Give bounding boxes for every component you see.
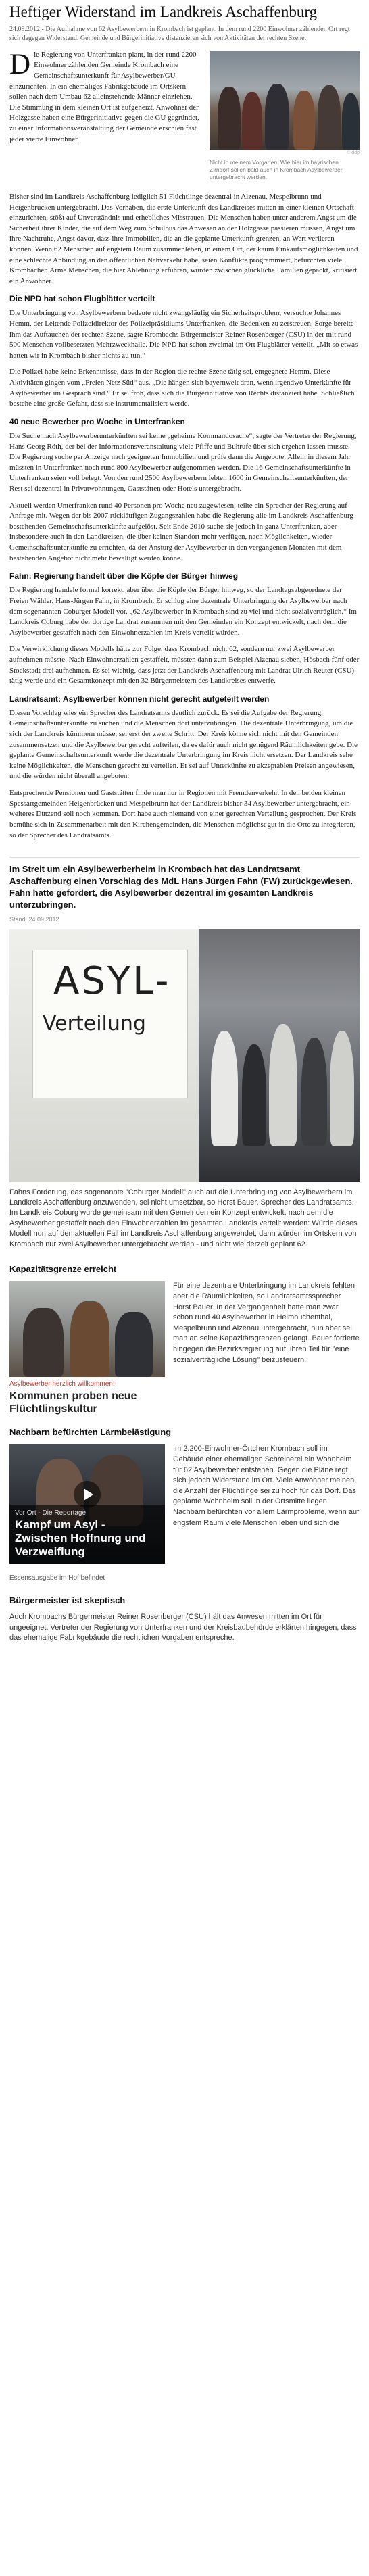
- hero-photo[interactable]: [210, 51, 360, 150]
- subheading: Die NPD hat schon Flugblätter verteilt: [9, 294, 155, 304]
- hero-caption: Nicht in meinem Vorgarten: Wie hier im bayrischen Zirndorf sollen bald auch in Krombach Asylbewerber untergebracht werden.: [210, 158, 343, 180]
- stand-date: Stand: 24.09.2012: [9, 915, 59, 923]
- box1-text: Für eine dezentrale Unterbringung im Landkreis fehlten aber die Räumlichkeiten, so Landratsamtssprecher Horst Bauer. In der Vergangenheit hatte man zwar schon rund 40 Asylbewerber in Heimbuchenthal, Mespelbrunn und Alzenau untergebracht, nun aber sei man an seine Kapazitätsgrenzen gelangt. Bauer forderte hingegen die Bezirksregierung auf, ihren Teil für "eine sozialverträgliche Lösung" beizusteuern.: [173, 1282, 360, 1364]
- poster-text-asyl: ASYL-: [53, 958, 171, 1003]
- paragraph: Die Regierung handele formal korrekt, aber über die Köpfe der Bürger hinweg, so der Landtagsabgeordnete der Freien Wähler, Hans-Jürgen Fahn, in Krombach. Er schlug eine dezentrale Unterbringung der Asylbewerber nach dem sogenannten Coburger Modell vor. „62 Asylbewerber in Krombach sind zu viel und nicht sozialverträglich.“ Im Landkreis Coburg habe der dortige Landrat zusammen mit den Gemeinden ein Konzept entwickelt, nach dem die Asylbewerber gestaffelt nach den Einwohnerzahlen im Kreis verteilt würden.: [9, 586, 357, 637]
- related-article-kicker[interactable]: Asylbewerber herzlich willkommen!: [9, 1380, 115, 1388]
- hero-figure: [210, 51, 360, 181]
- subheading: Landratsamt: Asylbewerber können nicht gerecht aufgeteilt werden: [9, 694, 270, 704]
- paragraph: Entsprechende Pensionen und Gaststätten finde man nur in Regionen mit Fremdenverkehr. In den beiden kleinen Spessartgemeinden Heigenbrücken und Mespelbrunn hat der Landkreis bisher 34 Asylbewerber untergebracht, ein weiteres Dutzend soll noch kommen. Dort habe auch niemand von einer gerechten Verteilung gesprochen. Der Kreis bemühe sich in Zusammenarbeit mit den Kirchengemeinden, die Menschen möglichst gut in die Orte zu integrieren, so der Sprecher des Landratsamts.: [9, 789, 357, 840]
- asyl-poster: [32, 950, 188, 1098]
- drop-cap: D: [9, 49, 31, 80]
- article-lead: 24.09.2012 - Die Aufnahme von 62 Asylbewerbern in Krombach ist geplant. In dem rund 2200 Einwohner zählenden Ort regt sich dagegen Widerstand. Gemeinde und Bürgerinitiative distanzieren sich von Aktivitäten der rechten Szene.: [9, 25, 350, 43]
- paragraph: Bisher sind im Landkreis Aschaffenburg lediglich 51 Flüchtlinge dezentral in Alzenau, Mespelbrunn und Heigenbrücken untergebracht. Das Vorhaben, die erste Unterkunft des Landkreises mitten in einer kleinen Ortschaft einzurichten, stößt auf Unverständnis und erhebliches Misstrauen. Die Menschen haben unter anderem Angst um die Sicherheit ihrer Kinder, die auf dem Weg zum Schulbus das Anwesen an der Holzgasse passieren müssen, Angst um ihre Nachtruhe, Angst davor, dass ihre Immobilien, die an die geplante Unterkunft grenzen, an Wert verlieren können. Wenn 62 Menschen auf engstem Raum zusammenleben, in einem Ort, der kaum Einkaufsmöglichkeiten und eine schlechte Anbindung an den öffentlichen Nahverkehr habe, seien Konflikte programmiert, befürchten viele Krombacher. Arme Menschen, die hier Ablehnung erführen, würden zwischen glückliche Familien gepackt, kritisiert ein Anwohner.: [9, 192, 358, 285]
- box2-text: Im 2.200-Einwohner-Örtchen Krombach soll im Gebäude einer ehemaligen Schreinerei ein Wohnheim für 62 Asylbewerber entstehen. Gegen die Pläne regt sich jedoch Widerstand im Ort. Viele Anwohner meinen, die Anzahl der Flüchtlinge sei zu hoch für das Dorf. Das geplante Wohnheim soll in der Ortsmitte liegen. Nachbarn befürchten vor allem Lärmprobleme, wenn auf engstem Raum viele Menschen leben und sich die: [173, 1444, 360, 1527]
- subheading: 40 neue Bewerber pro Woche in Unterfranken: [9, 416, 185, 427]
- box1: [9, 1281, 360, 1415]
- hero-copyright: © ddp: [347, 150, 360, 155]
- box2-title: Nachbarn befürchten Lärmbelästigung: [9, 1426, 172, 1437]
- video-headline[interactable]: Kampf um Asyl - Zwischen Hoffnung und Verzweiflung: [15, 1518, 146, 1559]
- box1-title: Kapazitätsgrenze erreicht: [9, 1263, 117, 1274]
- related-article-thumbnail[interactable]: [9, 1281, 165, 1377]
- box2-caption: Essensausgabe im Hof befindet: [9, 1574, 105, 1582]
- final-title: Bürgermeister ist skeptisch: [9, 1595, 126, 1605]
- video-kicker: Vor Ort - Die Reportage: [15, 1509, 87, 1517]
- video-overlay: [9, 1505, 165, 1564]
- paragraph: Die Suche nach Asylbewerberunterkünften sei keine „geheime Kommandosache“, sagte der Vertreter der Regierung, Hans Georg Röth, der bei der Informationsveranstaltung viele Pfiffe und Buhrufe über sich ergehen lassen musste. Die Regierung suche per Anzeige nach geeigneten Immobilien und prüfe dann die Angebote. Allein in diesem Jahr müssten in Unterfranken noch rund 800 Asylbewerber aufgenommen werden. Die 16 Gemeinschaftsunterkünfte in Unterfranken seien voll belegt. Von den rund 2500 Asylbewerbern lebten 1600 in Gemeinschaftsunterkünften, der Rest sei dezentral in Privatwohnungen, Gaststätten oder Hotels untergebracht.: [9, 431, 357, 493]
- paragraph: Aktuell werden Unterfranken rund 40 Personen pro Woche neu zugewiesen, teilte ein Sprecher der Regierung auf Anfrage mit. Wegen der bis 2007 rückläufigen Zugangszahlen habe die Regierung alle im Landkreis Aschaffenburg bestehenden Gemeinschaftsunterkünfte aufgelöst. Seit Ende 2010 suche sie jedoch in ganz Unterfranken, aber insbesondere auch in den Landkreisen, die über keinen Standort mehr verfügen, nach Möglichkeiten, wieder Gemeinschaftsunterkünfte zu errichten, da der Ansturg der Asylbewerber in den vergangenen Monaten mit dem bestehenden Angebot nicht mehr bewältigt werden könne.: [9, 501, 353, 562]
- final-paragraph: Auch Krombachs Bürgermeister Reiner Rosenberger (CSU) hält das Anwesen mitten im Ort für ungeeignet. Vertreter der Regierung von Unterfranken und der Kreisbaubehörde erklärten hingegen, dass das ehemalige Fabrikgebäude die rechtlichen Vorgaben entspreche.: [9, 1613, 357, 1643]
- box2: [9, 1444, 360, 1564]
- paragraph: Die Verwirklichung dieses Modells hätte zur Folge, dass Krombach nicht 62, sondern nur zwei Asylbewerber aufnehmen müsste. Nach Einwohnerzahlen gestaffelt, müssten dann zum Beispiel Alzenau sieben, Hösbach fünf oder Stockstadt drei aufnehmen. Es sei wichtig, dass jetzt der Landkreis Aschaffenburg mit Landrat Ulrich Reuter (CSU) tätig werde und ein Gesamtkonzept mit den 32 Bürgermeistern des Landkreises entwerfe.: [9, 645, 360, 685]
- related-article-card[interactable]: [9, 1281, 165, 1415]
- subheading: Fahn: Regierung handelt über die Köpfe der Bürger hinweg: [9, 571, 239, 581]
- article-title: Heftiger Widerstand im Landkreis Aschaffenburg: [9, 3, 318, 20]
- main-photo[interactable]: [9, 929, 360, 1182]
- paragraph: Die Unterbringung von Asylbewerbern bedeute nicht zwangsläufig ein Sicherheitsproblem, versuchte Johannes Hemm, der Leitende Polizeidirektor des Polizeipräsidiums Unterfranken, die Bedenken zu zerstreuen. Sorge bereite ihm das Auftauchen der rechten Szene, sagte Krombachs Bürgermeister Reiner Rosenberger (CSU) in der mit rund 500 Menschen vollbesetzten Mehrzweckhalle. Die NPD hat schon zweimal im Ort Flugblätter verteilt. „Mit so etwas hatten wir in Krombach bisher nichts zu tun.“: [9, 309, 358, 360]
- intro-paragraph: ie Regierung von Unterfranken plant, in der rund 2200 Einwohner zählenden Gemeinde Krombach eine Gemeinschaftsunterkunft für Asylbewerber/GU einzurichten. In ein ehemaliges Fabrikgebäude im Ortskern sollen nach dem Umbau 62 alleinstehende Männer einziehen. Die Stimmung in dem kleinen Ort ist aufgeheizt, Anwohner der Holzgasse haben eine Bürgerinitiative gegen die GU gegründet, zu einer Informationsveranstaltung der Gemeinde erschien fast jeder vierte Einwohner.: [9, 50, 199, 143]
- related-article-headline[interactable]: Kommunen proben neue Flüchtlingskultur: [9, 1390, 137, 1415]
- poster-text-verteilung: Verteilung: [43, 1011, 146, 1036]
- video-section-body: Fahns Forderung, das sogenannte "Coburger Modell" auch auf die Unterbringung von Asylbewerbern im Landkreis Aschaffenburg anzuwenden, sei nicht umsetzbar, so Horst Bauer, Sprecher des Landratsamts. Im Landkreis Coburg wurde gemeinsam mit den Gemeinden ein Konzept entwickelt, nach dem die Asylbewerber gestaffelt nach den Einwohnerzahlen im gesamten Landkreis verteilt werden: Würde dieses Modell nun auf den aktuellen Fall im Landkreis Aschaffenburg angewendet, dann würden im Ortskern von Krombach nur zwei Asylbewerber untergebracht werden - und nicht wie derzeit geplant 62.: [9, 1188, 358, 1248]
- paragraph: Die Polizei habe keine Erkenntnisse, dass in der Region die rechte Szene tätig sei, entgegnete Hemm. Diese Aktivitäten gingen vom „Freien Netz Süd“ aus. „Die hängen sich bayernweit dran, wenn irgendwo Unterkünfte für Asylbewerber im Gespräch sind.“ Er sei froh, dass sich die Bürgerinitiative von Rechts distanziert habe. Schließlich bestehe eine große Gefahr, dass sie instrumentalisiert werde.: [9, 368, 355, 408]
- intro-block: [9, 50, 360, 185]
- paragraph: Diesen Vorschlag wies ein Sprecher des Landratsamts deutlich zurück. Es sei die Aufgabe der Regierung, Gemeinschaftsunterkünfte zu suchen und die Menschen dort unterzubringen. Die dezentrale Unterbringung, um die sich der Landkreis kümmern müsse, sei erst der zweite Schritt. Der Kreis könne sich nicht mit den Gemeinden zusammensetzen und die Asylbewerber gerecht aufteilen, da es dafür auch nicht genügend Räumlichkeiten gebe. Die geplante Gemeinschaftsunterkunft werde die dezentrale Unterbringung im Kreis nicht ersetzen. Der Landkreis sehe keine Möglichkeiten, die Menschen gerecht zu verteilen. Er sei auf Unterkünfte zu akzeptablen Preisen angewiesen, und die würden nicht überall angeboten.: [9, 708, 358, 781]
- video-card[interactable]: [9, 1444, 165, 1564]
- video-thumbnail[interactable]: [9, 1444, 165, 1564]
- video-section-lede: Im Streit um ein Asylbewerberheim in Krombach hat das Landratsamt Aschaffenburg einen Vorschlag des MdL Hans Jürgen Fahn (FW) zurückgewiesen. Fahn hatte gefordert, die Asylbewerber dezentral im gesamten Landkreis unterzubringen.: [9, 857, 360, 911]
